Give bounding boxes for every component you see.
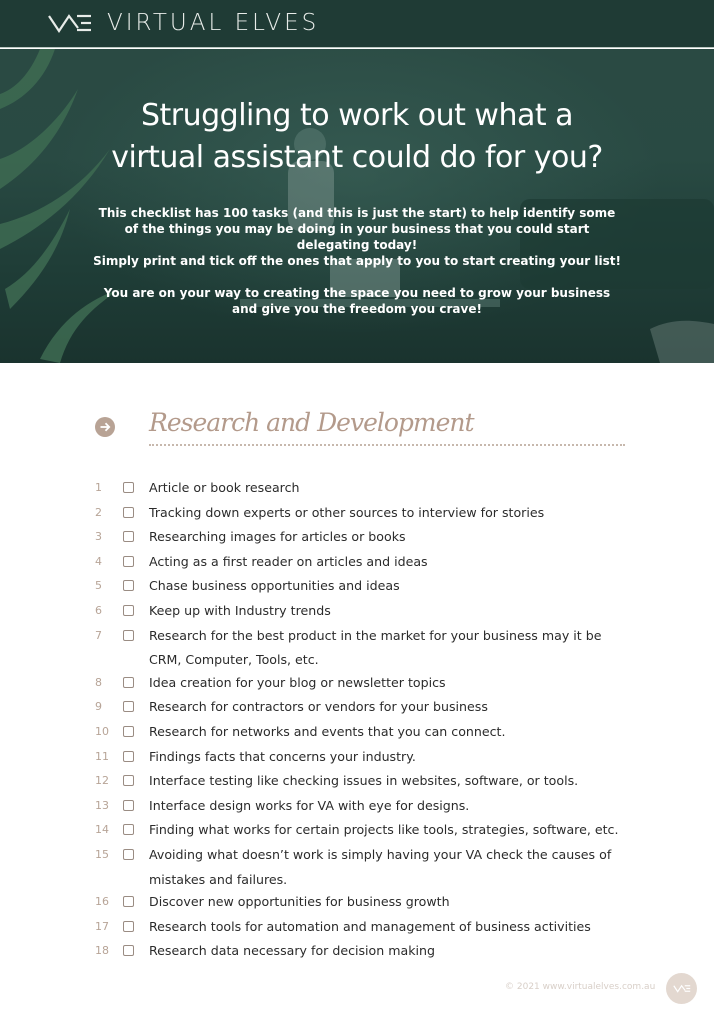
task-checkbox[interactable] <box>123 945 134 956</box>
task-checklist <box>95 478 635 966</box>
task-label: Article or book research <box>149 480 300 495</box>
task-checkbox[interactable] <box>123 775 134 786</box>
task-item <box>95 552 635 577</box>
task-number: 7 <box>95 628 102 642</box>
task-label: Research for networks and events that you can connect. <box>149 723 506 739</box>
task-item <box>95 576 635 601</box>
task-label: Interface testing like checking issues in websites, software, or tools. <box>149 773 579 789</box>
task-checkbox[interactable] <box>123 605 134 616</box>
task-number: 5 <box>95 579 102 593</box>
task-number: 15 <box>95 847 109 861</box>
task-label: Finding what works for certain projects like tools, strategies, software, etc. <box>149 822 619 838</box>
task-label: Keep up with Industry trends <box>149 602 331 618</box>
section-title: Research and Development <box>149 408 474 437</box>
task-item <box>95 771 635 796</box>
task-number: 17 <box>95 919 109 933</box>
top-header-bar <box>0 0 714 48</box>
task-checkbox[interactable] <box>123 630 134 641</box>
task-number: 4 <box>95 554 102 568</box>
task-checkbox[interactable] <box>123 726 134 737</box>
task-number: 14 <box>95 823 109 837</box>
task-number: 11 <box>95 749 109 763</box>
task-label: Acting as a first reader on articles and ideas <box>149 553 428 569</box>
hero-closing-paragraph: You are on your way to creating the space you need to grow your business and give you the freedom you crave! <box>103 286 611 316</box>
section-header <box>95 406 625 450</box>
footer-ve-logo-icon <box>666 973 697 1004</box>
section-divider <box>149 444 625 446</box>
task-number: 3 <box>95 530 102 544</box>
task-number: 13 <box>95 798 109 812</box>
task-checkbox[interactable] <box>123 531 134 542</box>
task-item <box>95 478 635 503</box>
task-label: Research for contractors or vendors for your business <box>149 699 488 715</box>
task-item <box>95 697 635 722</box>
task-label: Researching images for articles or books <box>149 529 406 545</box>
task-item <box>95 673 635 698</box>
task-number: 1 <box>95 481 102 494</box>
task-label: Interface design works for VA with eye for designs. <box>149 797 470 813</box>
task-label: Tracking down experts or other sources to interview for stories <box>149 504 545 520</box>
task-item <box>95 503 635 528</box>
task-item <box>95 796 635 821</box>
task-label: Avoiding what doesn’t work is simply having your VA check the causes of mistakes and failures. <box>149 846 612 887</box>
task-checkbox[interactable] <box>123 896 134 907</box>
task-label: Findings facts that concerns your industry. <box>149 748 416 764</box>
arrow-right-circle-icon <box>95 417 115 437</box>
task-checkbox[interactable] <box>123 921 134 932</box>
task-checkbox[interactable] <box>123 482 134 493</box>
task-checkbox[interactable] <box>123 849 134 860</box>
task-item <box>95 527 635 552</box>
task-number: 6 <box>95 603 102 617</box>
footer-copyright[interactable]: © 2021 www.virtualelves.com.au <box>505 982 656 992</box>
task-item <box>95 892 635 917</box>
hero-banner <box>0 49 714 363</box>
task-label: Research for the best product in the market for your business may it be CRM, Computer, Tools, etc. <box>149 627 602 668</box>
task-label: Chase business opportunities and ideas <box>149 578 400 594</box>
task-number: 16 <box>95 895 109 909</box>
task-item <box>95 820 635 845</box>
task-label: Discover new opportunities for business growth <box>149 894 450 910</box>
task-number: 8 <box>95 675 102 689</box>
task-number: 12 <box>95 774 109 788</box>
brand-logo[interactable] <box>47 10 319 36</box>
task-item <box>95 626 635 673</box>
task-item <box>95 917 635 942</box>
task-checkbox[interactable] <box>123 677 134 688</box>
task-number: 9 <box>95 700 102 714</box>
task-item <box>95 845 635 892</box>
task-label: Research data necessary for decision making <box>149 943 436 959</box>
task-checkbox[interactable] <box>123 701 134 712</box>
task-checkbox[interactable] <box>123 751 134 762</box>
ve-logo-icon <box>47 10 93 36</box>
task-number: 10 <box>95 724 109 738</box>
brand-name: VIRTUAL ELVES <box>107 10 320 36</box>
hero-title-line-1: Struggling to work out what a <box>140 98 574 133</box>
task-checkbox[interactable] <box>123 580 134 591</box>
task-checkbox[interactable] <box>123 800 134 811</box>
task-checkbox[interactable] <box>123 556 134 567</box>
task-item <box>95 601 635 626</box>
hero-title-line-2: virtual assistant could do for you? <box>111 140 603 175</box>
task-item <box>95 941 635 966</box>
hero-title <box>0 95 714 179</box>
task-checkbox[interactable] <box>123 507 134 518</box>
hero-instruction-paragraph: Simply print and tick off the ones that apply to you to start creating your list! <box>93 254 621 268</box>
task-label: Idea creation for your blog or newsletter topics <box>149 674 446 690</box>
task-item <box>95 722 635 747</box>
task-label: Research tools for automation and management of business activities <box>149 918 591 934</box>
task-item <box>95 747 635 772</box>
task-number: 18 <box>95 944 109 958</box>
task-checkbox[interactable] <box>123 824 134 835</box>
hero-intro-paragraph: This checklist has 100 tasks (and this is just the start) to help identify some of the things you may be doing in your business that you could start delegating today! <box>98 206 616 252</box>
task-number: 2 <box>95 505 102 519</box>
